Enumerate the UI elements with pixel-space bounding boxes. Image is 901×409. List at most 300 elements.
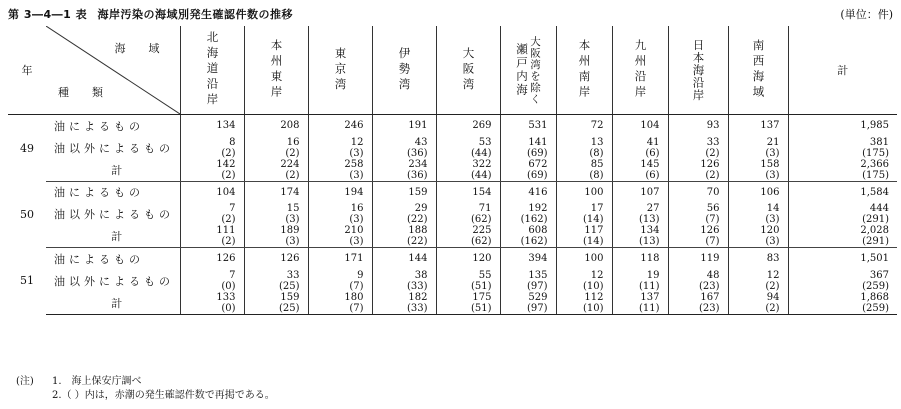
note-2: 2.（ ）内は，赤潮の発生確認件数で再掲である。 — [52, 390, 275, 401]
value-cell — [668, 115, 728, 137]
year-cell: 49 — [20, 141, 34, 155]
count-value: 234 — [408, 158, 428, 170]
count-value: 38 — [414, 269, 428, 281]
value-cell — [500, 115, 556, 137]
red-tide-count: (175) — [862, 169, 889, 181]
value-cell — [556, 225, 612, 248]
value-cell — [372, 181, 436, 203]
count-value: 111 — [216, 225, 236, 236]
value-cell — [180, 115, 244, 137]
value-cell — [244, 292, 308, 315]
count-value: 191 — [408, 120, 428, 132]
value-cell — [612, 270, 668, 292]
red-tide-count: (13) — [638, 236, 660, 247]
sea-area-label: 海 域 — [114, 42, 166, 55]
value-cell — [244, 270, 308, 292]
value-cell — [436, 225, 500, 248]
count-value: 19 — [646, 269, 660, 281]
value-cell — [436, 292, 500, 315]
value-cell — [612, 181, 668, 203]
red-tide-count: (162) — [520, 214, 548, 225]
count-value: 33 — [706, 136, 720, 148]
count-value: 83 — [766, 253, 780, 265]
value-cell — [728, 270, 788, 292]
table-row — [8, 137, 897, 159]
count-value: 12 — [350, 136, 364, 148]
count-value: 94 — [766, 291, 780, 303]
region-header-honshu-south: 本州南岸 — [556, 26, 612, 115]
data-table — [8, 26, 897, 315]
region-header-kyushu: 九州沿岸 — [612, 26, 668, 115]
table-row — [8, 159, 897, 182]
count-value: 194 — [344, 186, 364, 198]
year-header: 年 — [8, 26, 46, 115]
value-cell — [372, 203, 436, 225]
red-tide-count: (162) — [520, 236, 548, 247]
count-value: 120 — [760, 225, 780, 236]
value-cell — [308, 115, 372, 137]
count-value: 246 — [344, 120, 364, 132]
value-cell — [728, 159, 788, 182]
red-tide-count: (11) — [638, 302, 660, 314]
region-header-japan-sea: 日本海沿岸 — [668, 26, 728, 115]
value-cell — [500, 203, 556, 225]
kind-cell: 油によるもの — [54, 252, 144, 266]
red-tide-count: (3) — [765, 169, 780, 181]
value-cell — [436, 181, 500, 203]
red-tide-count: (13) — [638, 214, 660, 225]
value-cell — [180, 137, 244, 159]
count-value: 171 — [344, 253, 364, 265]
notes — [16, 375, 275, 403]
red-tide-count: (7) — [349, 280, 364, 292]
red-tide-count: (2) — [765, 280, 780, 292]
count-value: 182 — [408, 291, 428, 303]
count-value: 9 — [357, 269, 364, 281]
count-value: 192 — [528, 203, 548, 214]
count-value: 112 — [584, 291, 604, 303]
value-cell — [612, 225, 668, 248]
value-cell — [436, 248, 500, 270]
red-tide-count: (0) — [221, 302, 236, 314]
value-cell — [500, 270, 556, 292]
count-value: 258 — [344, 158, 364, 170]
notes-label: (注) — [16, 376, 34, 387]
red-tide-count: (36) — [406, 169, 428, 181]
value-cell — [244, 203, 308, 225]
kind-cell: 油によるもの — [54, 186, 144, 200]
count-value: 56 — [706, 203, 720, 214]
count-value: 188 — [408, 225, 428, 236]
kind-cell: 計 — [46, 159, 180, 182]
red-tide-count: (62) — [470, 214, 492, 225]
table-number: 第 3―4―1 表 — [8, 8, 88, 21]
count-value: 7 — [229, 269, 236, 281]
red-tide-count: (2) — [221, 147, 236, 159]
count-value: 672 — [528, 158, 548, 170]
count-value: 27 — [646, 203, 660, 214]
value-cell — [180, 159, 244, 182]
value-cell — [668, 159, 728, 182]
red-tide-count: (7) — [349, 302, 364, 314]
value-cell — [788, 203, 897, 225]
count-value: 531 — [528, 120, 548, 132]
red-tide-count: (23) — [698, 280, 720, 292]
value-cell — [728, 181, 788, 203]
value-cell — [180, 203, 244, 225]
count-value: 224 — [280, 158, 300, 170]
red-tide-count: (3) — [285, 214, 300, 225]
value-cell — [244, 181, 308, 203]
value-cell — [308, 292, 372, 315]
value-cell — [308, 181, 372, 203]
count-value: 100 — [584, 186, 604, 198]
red-tide-count: (44) — [470, 147, 492, 159]
value-cell — [372, 115, 436, 137]
red-tide-count: (25) — [278, 280, 300, 292]
count-value: 41 — [646, 136, 660, 148]
count-value: 15 — [286, 203, 300, 214]
red-tide-count: (3) — [765, 214, 780, 225]
total-header: 計 — [788, 26, 897, 115]
table-row — [8, 248, 897, 270]
count-value: 12 — [590, 269, 604, 281]
value-cell — [668, 248, 728, 270]
count-value: 1,501 — [860, 253, 889, 265]
count-value: 106 — [760, 186, 780, 198]
value-cell — [788, 248, 897, 270]
value-cell — [244, 159, 308, 182]
red-tide-count: (14) — [582, 214, 604, 225]
count-value: 134 — [216, 120, 236, 132]
value-cell — [788, 225, 897, 248]
red-tide-count: (2) — [221, 214, 236, 225]
setonaikai-note: 大阪湾を除く — [529, 35, 541, 105]
value-cell — [244, 137, 308, 159]
table-title — [8, 6, 293, 22]
table-row — [8, 270, 897, 292]
count-value: 135 — [528, 269, 548, 281]
value-cell — [612, 203, 668, 225]
value-cell — [728, 225, 788, 248]
red-tide-count: (2) — [705, 169, 720, 181]
red-tide-count: (14) — [582, 236, 604, 247]
count-value: 608 — [528, 225, 548, 236]
value-cell — [612, 137, 668, 159]
value-cell — [728, 137, 788, 159]
count-value: 118 — [640, 253, 660, 265]
count-value: 2,366 — [860, 158, 889, 170]
red-tide-count: (69) — [526, 147, 548, 159]
value-cell — [556, 270, 612, 292]
count-value: 133 — [216, 291, 236, 303]
kind-cell: 計 — [46, 292, 180, 315]
value-cell — [556, 115, 612, 137]
count-value: 72 — [590, 120, 604, 132]
count-value: 1,985 — [860, 120, 889, 132]
count-value: 137 — [640, 291, 660, 303]
red-tide-count: (69) — [526, 169, 548, 181]
count-value: 225 — [472, 225, 492, 236]
count-value: 189 — [280, 225, 300, 236]
value-cell — [556, 159, 612, 182]
red-tide-count: (44) — [470, 169, 492, 181]
count-value: 48 — [706, 269, 720, 281]
year-cell: 51 — [20, 274, 34, 288]
count-value: 126 — [700, 225, 720, 236]
value-cell — [308, 159, 372, 182]
red-tide-count: (2) — [705, 147, 720, 159]
value-cell — [668, 292, 728, 315]
count-value: 145 — [640, 158, 660, 170]
value-cell — [668, 270, 728, 292]
count-value: 159 — [280, 291, 300, 303]
unit-label: (単位：件) — [840, 8, 893, 21]
value-cell — [500, 159, 556, 182]
count-value: 17 — [590, 203, 604, 214]
red-tide-count: (2) — [765, 302, 780, 314]
count-value: 381 — [869, 136, 889, 148]
value-cell — [372, 270, 436, 292]
value-cell — [500, 137, 556, 159]
count-value: 55 — [478, 269, 492, 281]
year-cell: 50 — [20, 207, 34, 221]
count-value: 154 — [472, 186, 492, 198]
red-tide-count: (2) — [221, 169, 236, 181]
value-cell — [556, 248, 612, 270]
count-value: 1,584 — [860, 186, 889, 198]
kind-label: 種 類 — [58, 86, 109, 99]
red-tide-count: (97) — [526, 302, 548, 314]
table-row — [8, 225, 897, 248]
count-value: 120 — [472, 253, 492, 265]
value-cell — [612, 292, 668, 315]
region-header-ise-bay: 伊勢湾 — [372, 26, 436, 115]
count-value: 269 — [472, 120, 492, 132]
count-value: 180 — [344, 291, 364, 303]
value-cell — [436, 270, 500, 292]
value-cell — [244, 225, 308, 248]
value-cell — [308, 225, 372, 248]
red-tide-count: (3) — [349, 214, 364, 225]
count-value: 210 — [344, 225, 364, 236]
region-header-hokkaido: 北海道沿岸 — [180, 26, 244, 115]
count-value: 529 — [528, 291, 548, 303]
red-tide-count: (2) — [285, 169, 300, 181]
value-cell — [244, 115, 308, 137]
value-cell — [180, 225, 244, 248]
note-1: 1. 海上保安庁調べ — [52, 376, 142, 387]
red-tide-count: (3) — [765, 236, 780, 247]
red-tide-count: (51) — [470, 280, 492, 292]
count-value: 13 — [590, 136, 604, 148]
count-value: 16 — [350, 203, 364, 214]
red-tide-count: (22) — [406, 214, 428, 225]
value-cell — [788, 115, 897, 137]
value-cell — [436, 203, 500, 225]
region-header-honshu-east: 本州東岸 — [244, 26, 308, 115]
count-value: 53 — [478, 136, 492, 148]
value-cell — [372, 248, 436, 270]
count-value: 142 — [216, 158, 236, 170]
count-value: 174 — [280, 186, 300, 198]
value-cell — [308, 137, 372, 159]
region-header-osaka-bay: 大阪湾 — [436, 26, 500, 115]
count-value: 12 — [766, 269, 780, 281]
value-cell — [436, 159, 500, 182]
count-value: 100 — [584, 253, 604, 265]
value-cell — [788, 159, 897, 182]
count-value: 93 — [706, 120, 720, 132]
count-value: 126 — [216, 253, 236, 265]
red-tide-count: (6) — [645, 169, 660, 181]
value-cell — [728, 292, 788, 315]
value-cell — [500, 181, 556, 203]
value-cell — [668, 225, 728, 248]
setonaikai-label: 瀬戸内海 — [515, 43, 529, 97]
count-value: 8 — [229, 136, 236, 148]
count-value: 33 — [286, 269, 300, 281]
red-tide-count: (11) — [638, 280, 660, 292]
table-title-text: 海岸汚染の海域別発生確認件数の推移 — [97, 8, 293, 21]
red-tide-count: (6) — [645, 147, 660, 159]
value-cell — [372, 225, 436, 248]
table-body — [8, 115, 897, 315]
header-row — [8, 26, 897, 115]
count-value: 416 — [528, 186, 548, 198]
count-value: 134 — [640, 225, 660, 236]
red-tide-count: (3) — [349, 147, 364, 159]
red-tide-count: (3) — [765, 147, 780, 159]
kind-cell: 油以外によるもの — [54, 141, 174, 155]
value-cell — [788, 270, 897, 292]
red-tide-count: (7) — [705, 214, 720, 225]
red-tide-count: (259) — [862, 280, 889, 292]
value-cell — [556, 203, 612, 225]
count-value: 70 — [706, 186, 720, 198]
red-tide-count: (33) — [406, 280, 428, 292]
value-cell — [436, 115, 500, 137]
red-tide-count: (175) — [862, 147, 889, 159]
value-cell — [728, 203, 788, 225]
red-tide-count: (7) — [705, 236, 720, 247]
count-value: 367 — [869, 269, 889, 281]
region-header-setonaikai — [500, 26, 556, 115]
value-cell — [180, 181, 244, 203]
count-value: 144 — [408, 253, 428, 265]
count-value: 2,028 — [860, 225, 889, 236]
value-cell — [308, 270, 372, 292]
value-cell — [180, 292, 244, 315]
value-cell — [556, 137, 612, 159]
count-value: 167 — [700, 291, 720, 303]
value-cell — [788, 292, 897, 315]
count-value: 71 — [478, 203, 492, 214]
red-tide-count: (3) — [349, 169, 364, 181]
red-tide-count: (3) — [285, 236, 300, 247]
value-cell — [612, 248, 668, 270]
red-tide-count: (0) — [221, 280, 236, 292]
value-cell — [500, 248, 556, 270]
red-tide-count: (23) — [698, 302, 720, 314]
value-cell — [728, 115, 788, 137]
value-cell — [556, 181, 612, 203]
count-value: 322 — [472, 158, 492, 170]
count-value: 126 — [280, 253, 300, 265]
count-value: 43 — [414, 136, 428, 148]
kind-cell: 油以外によるもの — [54, 274, 174, 288]
count-value: 117 — [584, 225, 604, 236]
value-cell — [668, 181, 728, 203]
value-cell — [612, 115, 668, 137]
red-tide-count: (33) — [406, 302, 428, 314]
count-value: 85 — [590, 158, 604, 170]
red-tide-count: (10) — [582, 280, 604, 292]
value-cell — [788, 137, 897, 159]
red-tide-count: (22) — [406, 236, 428, 247]
red-tide-count: (10) — [582, 302, 604, 314]
count-value: 159 — [408, 186, 428, 198]
value-cell — [372, 137, 436, 159]
count-value: 1,868 — [860, 291, 889, 303]
count-value: 394 — [528, 253, 548, 265]
red-tide-count: (62) — [470, 236, 492, 247]
red-tide-count: (2) — [221, 236, 236, 247]
count-value: 208 — [280, 120, 300, 132]
kind-cell: 油によるもの — [54, 119, 144, 133]
count-value: 21 — [766, 136, 780, 148]
count-value: 158 — [760, 158, 780, 170]
value-cell — [436, 137, 500, 159]
count-value: 444 — [869, 203, 889, 214]
value-cell — [372, 292, 436, 315]
red-tide-count: (2) — [285, 147, 300, 159]
kind-cell: 計 — [46, 225, 180, 248]
region-header-nansei: 南西海域 — [728, 26, 788, 115]
table-row — [8, 203, 897, 225]
value-cell — [668, 203, 728, 225]
diagonal-header-cell — [46, 26, 180, 115]
table-row — [8, 115, 897, 137]
red-tide-count: (259) — [862, 302, 889, 314]
value-cell — [788, 181, 897, 203]
count-value: 141 — [528, 136, 548, 148]
table-row — [8, 292, 897, 315]
red-tide-count: (36) — [406, 147, 428, 159]
count-value: 16 — [286, 136, 300, 148]
count-value: 137 — [760, 120, 780, 132]
count-value: 119 — [700, 253, 720, 265]
value-cell — [244, 248, 308, 270]
count-value: 29 — [414, 203, 428, 214]
red-tide-count: (97) — [526, 280, 548, 292]
count-value: 175 — [472, 291, 492, 303]
value-cell — [308, 203, 372, 225]
value-cell — [668, 137, 728, 159]
count-value: 126 — [700, 158, 720, 170]
red-tide-count: (3) — [349, 236, 364, 247]
value-cell — [372, 159, 436, 182]
red-tide-count: (25) — [278, 302, 300, 314]
value-cell — [180, 270, 244, 292]
value-cell — [500, 292, 556, 315]
value-cell — [612, 159, 668, 182]
value-cell — [308, 248, 372, 270]
count-value: 107 — [640, 186, 660, 198]
table-row — [8, 181, 897, 203]
count-value: 14 — [766, 203, 780, 214]
red-tide-count: (51) — [470, 302, 492, 314]
